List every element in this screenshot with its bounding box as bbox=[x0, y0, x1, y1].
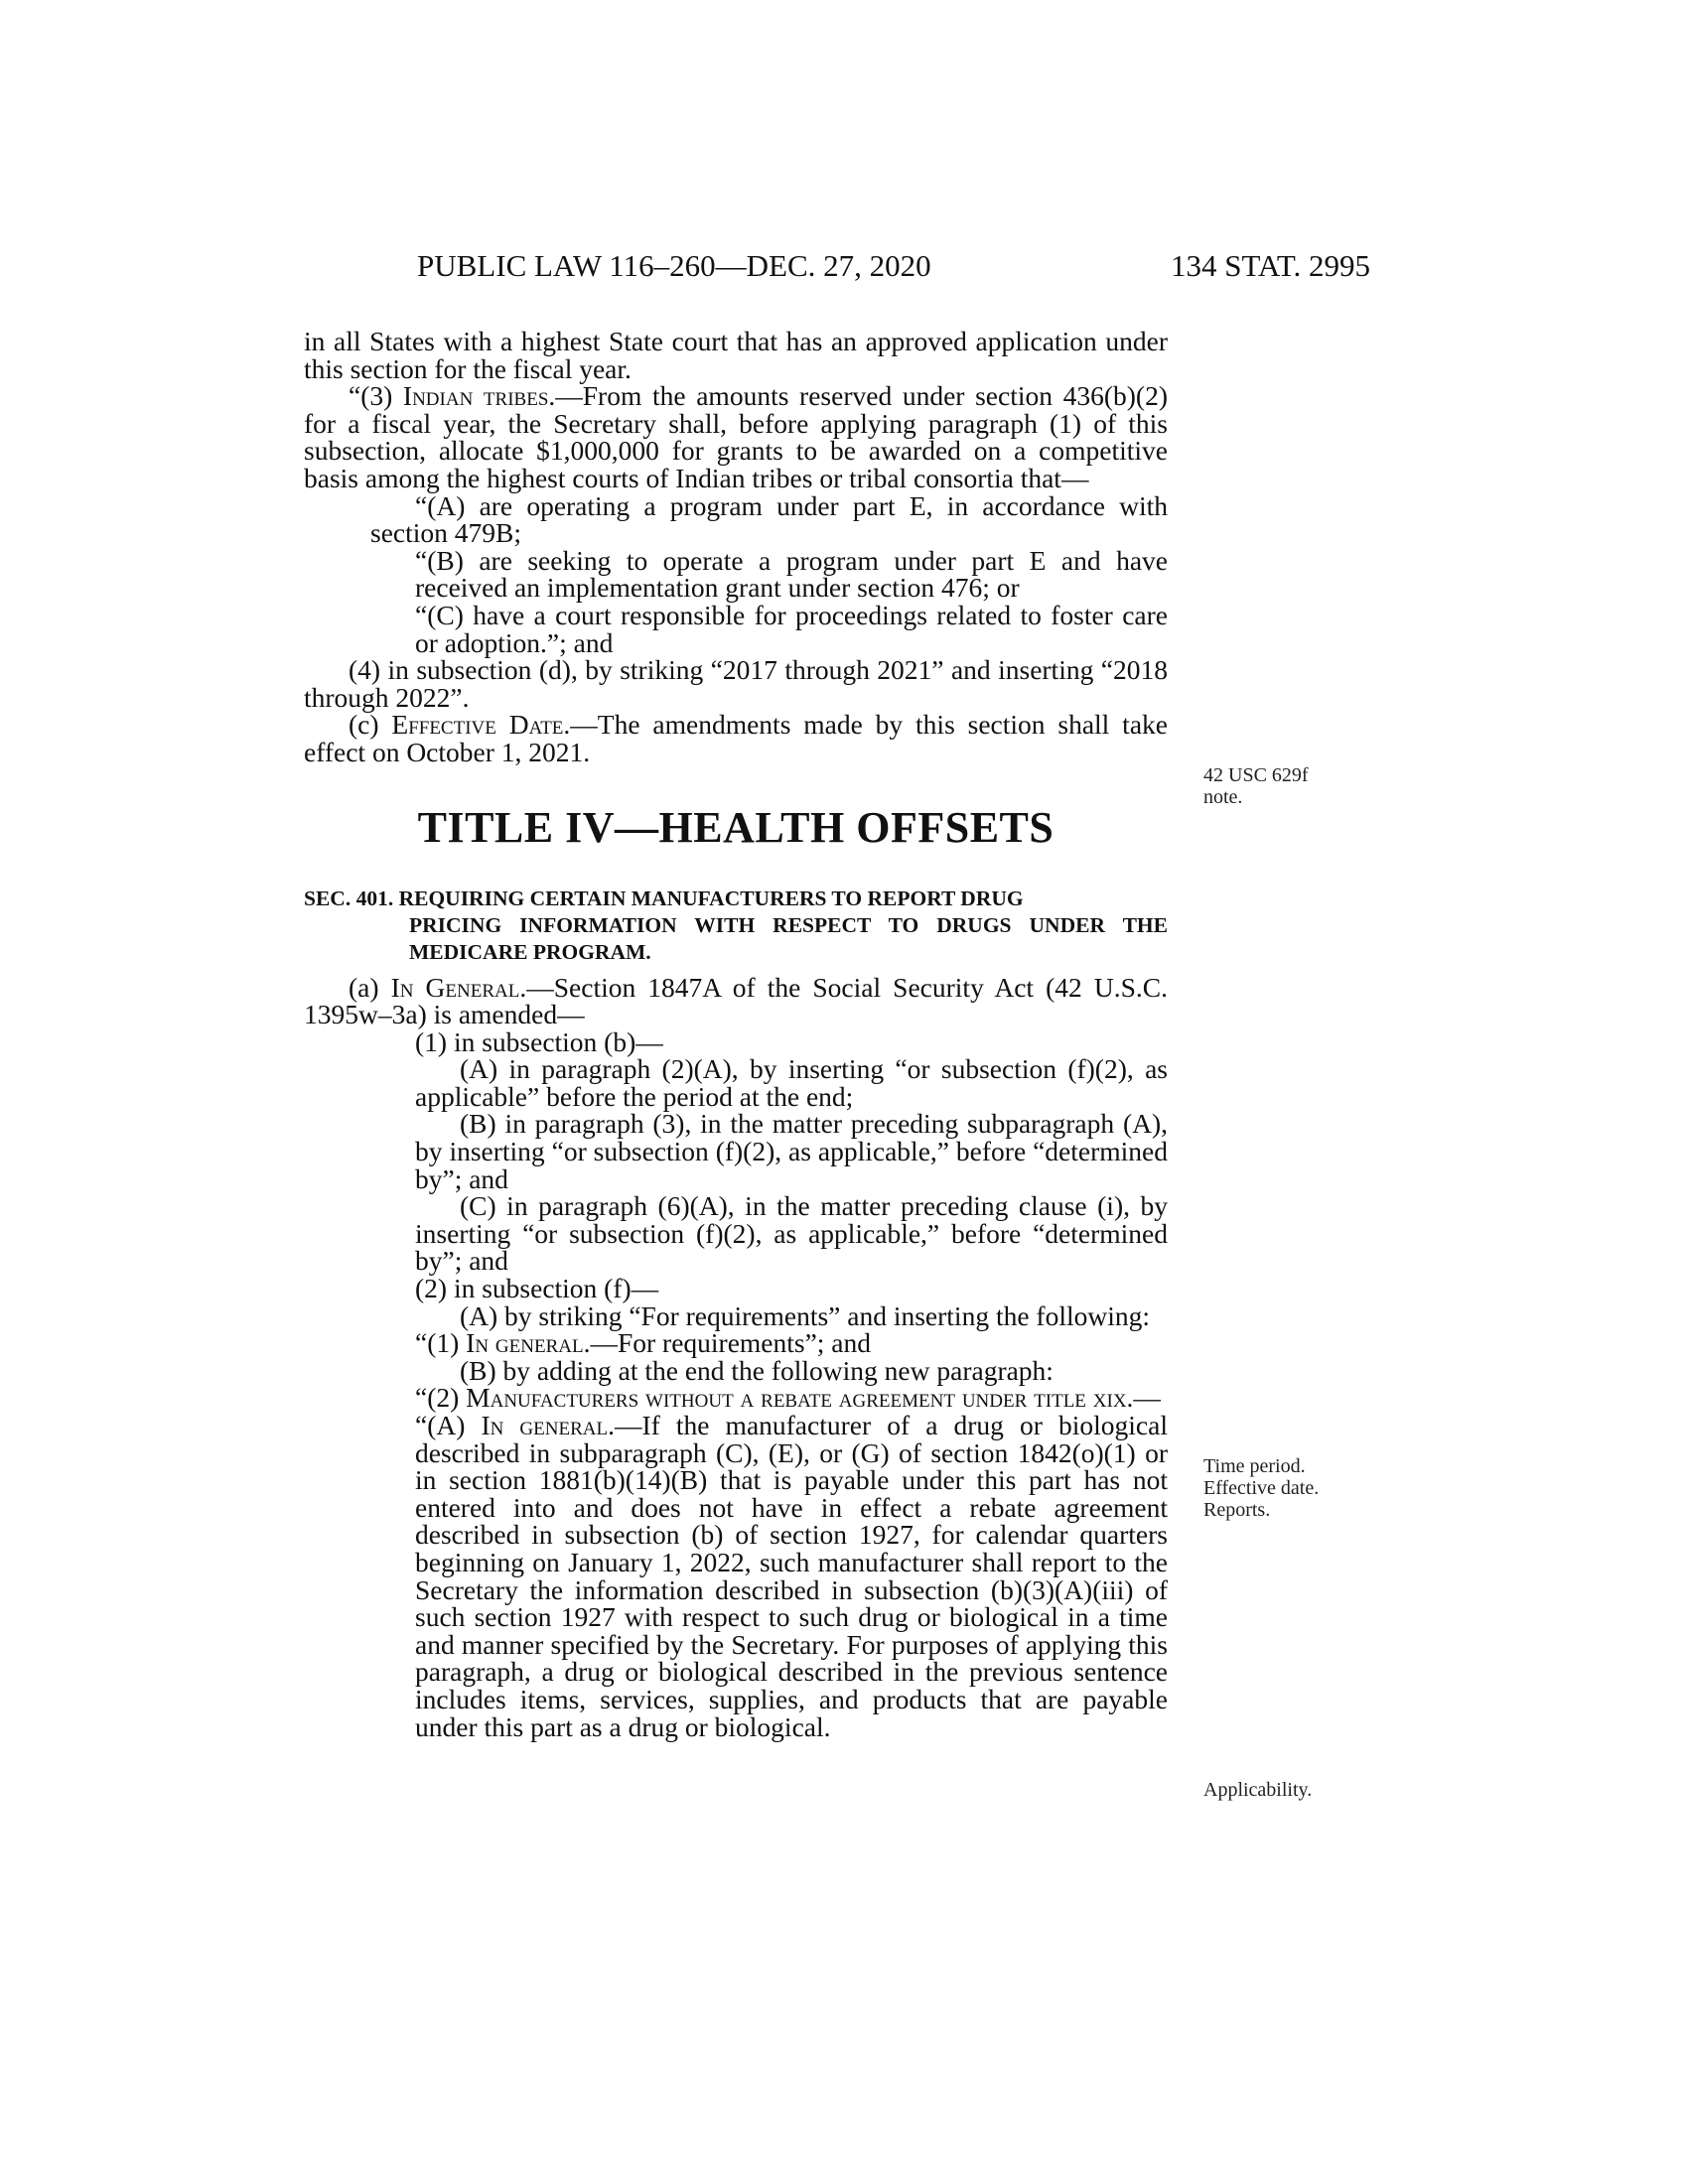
header-page-number: 134 STAT. 2995 bbox=[1170, 248, 1370, 283]
paragraph-indian-tribes: “(3) Indian tribes.—From the amounts reserved under section 436(b)(2) for a fiscal year, the Secretary shall, before applying paragraph (1) of this subsection, allocate $1,000,000 for grants to be awarded on a competitive basis among the highest courts of Indian tribes or tribal consortia that— bbox=[304, 380, 1168, 493]
item-2-a: (A) by striking “For requirements” and inserting the following: bbox=[460, 1299, 1150, 1331]
item-1-c: (C) in paragraph (6)(A), in the matter preceding clause (i), by inserting “or subsection (f)(2), as applicable,” before “determined by”; and bbox=[415, 1190, 1168, 1277]
quoted-subparagraph-a: “(A) In general.—If the manufacturer of a drug or biological described in subparagraph (C), (E), or (G) of section 1842(o)(1) or in section 1881(b)(14)(B) that is payable under this part has not entered into and does not have in effect a rebate agreement described in subsection (b) of section 1927, for calendar quarters beginning on January 1, 2022, such manufacturer shall report to the Secretary the information described in subsection (b)(3)(A)(iii) of such section 1927 with respect to such drug or biological in a time and manner specified by the Secretary. For purposes of applying this paragraph, a drug or biological described in the previous sentence includes items, services, supplies, and products that are payable under this part as a drug or biological. bbox=[415, 1410, 1168, 1742]
item-2: (2) in subsection (f)— bbox=[415, 1273, 659, 1304]
margin-note-usc: 42 USC 629f note. bbox=[1203, 764, 1309, 808]
margin-note-time-period: Time period. Effective date. Reports. bbox=[1203, 1455, 1320, 1521]
running-header bbox=[417, 248, 1370, 288]
item-1-b: (B) in paragraph (3), in the matter preceding subparagraph (A), by inserting “or subsection (f)(2), as applicable,” before “determined by”; and bbox=[415, 1108, 1168, 1194]
title-heading: TITLE IV—HEALTH OFFSETS bbox=[417, 802, 1055, 852]
section-heading bbox=[304, 886, 1168, 966]
margin-note-applicability: Applicability. bbox=[1203, 1779, 1313, 1801]
item-1: (1) in subsection (b)— bbox=[415, 1025, 663, 1057]
paragraph-effective-date: (c) Effective Date.—The amendments made by this section shall take effect on October 1, 2021. bbox=[304, 709, 1168, 767]
subparagraph-c: “(C) have a court responsible for proceedings related to foster care or adoption.”; and bbox=[415, 599, 1168, 658]
subsection-a: (a) In General.—Section 1847A of the Social Security Act (42 U.S.C. 1395w–3a) is amended— bbox=[304, 971, 1169, 1030]
quoted-paragraph-2: “(2) Manufacturers without a rebate agreement under title xix.— bbox=[415, 1382, 1161, 1414]
subparagraph-a: “(A) are operating a program under part E, in accordance with section 479B; bbox=[370, 489, 1168, 549]
section-heading-continuation: PRICING INFORMATION WITH RESPECT TO DRUGS UNDER THE MEDICARE PROGRAM. bbox=[409, 912, 1168, 964]
item-1-a: (A) in paragraph (2)(A), by inserting “or subsection (f)(2), as applicable” before the period at the end; bbox=[415, 1053, 1168, 1112]
paragraph-4: (4) in subsection (d), by striking “2017 through 2021” and inserting “2018 through 2022”. bbox=[304, 654, 1168, 713]
document-body bbox=[304, 328, 1168, 1740]
header-law-citation: PUBLIC LAW 116–260—DEC. 27, 2020 bbox=[417, 248, 931, 283]
paragraph-continuation: in all States with a highest State court that has an approved application under this section for the fiscal year. bbox=[304, 326, 1168, 384]
item-2-b: (B) by adding at the end the following new paragraph: bbox=[460, 1354, 1054, 1386]
section-heading-lead: SEC. 401. REQUIRING CERTAIN MANUFACTURERS TO REPORT DRUG bbox=[304, 886, 1024, 910]
quoted-paragraph-1: “(1) In general.—For requirements”; and bbox=[415, 1327, 872, 1359]
subparagraph-b: “(B) are seeking to operate a program under part E and have received an implementation grant under section 476; or bbox=[415, 544, 1168, 604]
